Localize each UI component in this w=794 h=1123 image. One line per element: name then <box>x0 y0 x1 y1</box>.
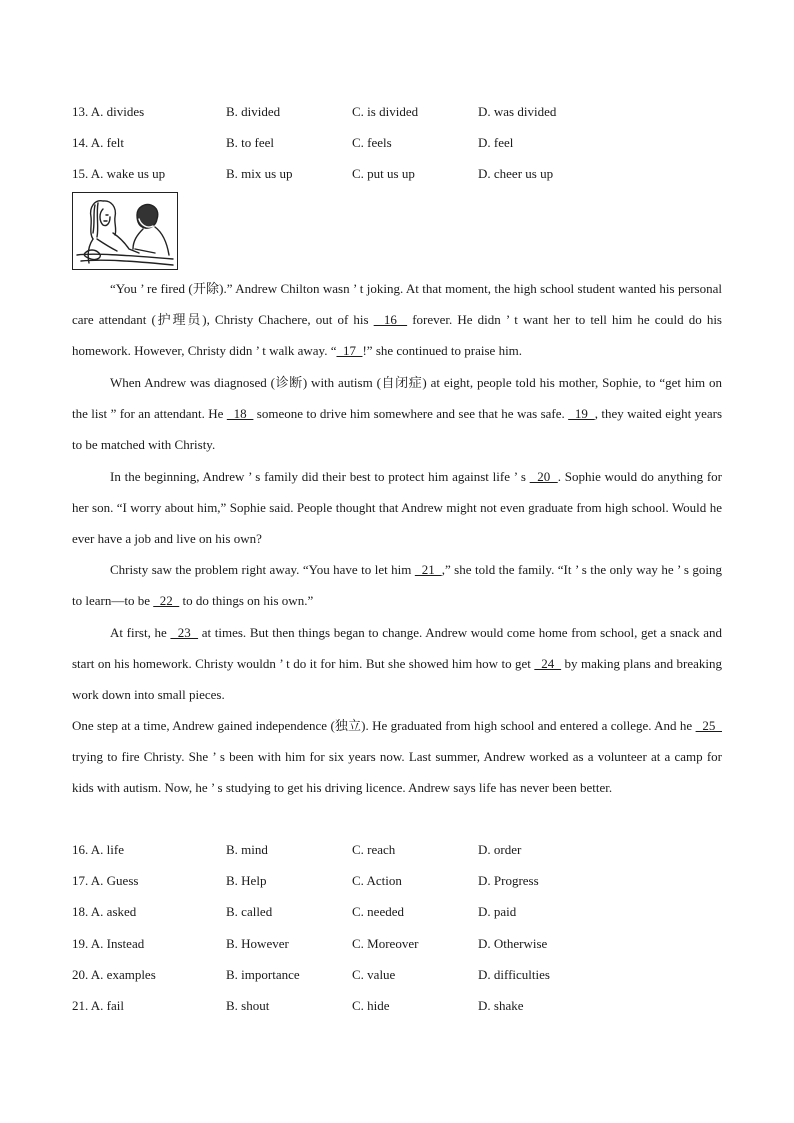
option-a: 17. A. Guess <box>72 873 139 888</box>
option-c: C. feels <box>352 135 392 150</box>
option-d: D. shake <box>478 998 524 1013</box>
option-a: 15. A. wake us up <box>72 166 166 181</box>
paragraph-text: at times. But then things began to change. Andrew would come home from school, get a snack and start on his homework. Christy wouldn ’ t do it for him. But she showed him how to get <box>72 625 722 672</box>
option-b: B. to feel <box>226 135 275 150</box>
option-c: C. reach <box>352 842 396 857</box>
question-18-options <box>72 902 732 922</box>
option-d: D. difficulties <box>478 967 550 982</box>
option-b: B. shout <box>226 998 270 1013</box>
blank-20: 20 <box>529 469 558 484</box>
option-a: 18. A. asked <box>72 904 137 919</box>
option-c: C. Moreover <box>352 936 419 951</box>
option-d: D. Progress <box>478 873 539 888</box>
option-a: 16. A. life <box>72 842 124 857</box>
paragraph-text: by making plans and breaking work down into small pieces. <box>72 656 723 703</box>
option-b: B. called <box>226 904 273 919</box>
paragraph-text: . Sophie would do anything for her son. “I worry about him,” Sophie said. People thought that Andrew might not even graduate from high school. Would he ever have a job and live on his own? <box>72 469 723 547</box>
question-21-options <box>72 996 732 1016</box>
option-c: C. needed <box>352 904 404 919</box>
option-d: D. feel <box>478 135 514 150</box>
option-b: B. Help <box>226 873 267 888</box>
option-a: 21. A. fail <box>72 998 124 1013</box>
option-b: B. However <box>226 936 289 951</box>
paragraph-text: trying to fire Christy. She ’ s been with him for six years now. Last summer, Andrew worked as a volunteer at a camp for kids with autism. Now, he ’ s studying to get his driving licence. Andrew says life has never been better. <box>72 749 722 796</box>
question-19-options <box>72 934 732 954</box>
paragraph-text: “You ’ re fired (开除).” Andrew Chilton wasn ’ t joking. At that moment, the high school student wanted his personal care attendant (护理员), Christy Chachere, out of his <box>72 281 722 328</box>
passage-paragraph-3 <box>72 461 722 555</box>
passage-paragraph-4 <box>72 554 722 616</box>
question-14-options <box>72 133 732 153</box>
option-a: 19. A. Instead <box>72 936 145 951</box>
paragraph-text: ,” she told the family. “It ’ s the only way he ’ s going to learn—to be <box>72 562 723 609</box>
illustration-drawing <box>73 193 177 269</box>
option-b: B. mind <box>226 842 268 857</box>
paragraph-text: One step at a time, Andrew gained independence (独立). He graduated from high school and entered a college. And he <box>72 718 696 733</box>
passage-paragraph-2 <box>72 367 722 461</box>
option-a: 13. A. divides <box>72 104 145 119</box>
paragraph-text: !” she continued to praise him. <box>362 343 523 359</box>
blank-16: 16 <box>373 312 408 328</box>
paragraph-text: At first, he <box>110 625 171 640</box>
option-d: D. paid <box>478 904 517 919</box>
paragraph-text: In the beginning, Andrew ’ s family did their best to protect him against life ’ s <box>110 469 530 484</box>
option-a: 14. A. felt <box>72 135 124 150</box>
paragraph-text: Christy saw the problem right away. “You have to let him <box>110 562 415 577</box>
blank-24: 24 <box>534 656 562 672</box>
teacher-helping-student-illustration <box>72 192 178 270</box>
option-c: C. value <box>352 967 396 982</box>
question-13-options <box>72 102 732 122</box>
option-d: D. was divided <box>478 104 557 119</box>
option-a: 20. A. examples <box>72 967 156 982</box>
passage-paragraph-6 <box>72 710 722 804</box>
question-15-options <box>72 164 732 184</box>
option-c: C. Action <box>352 873 402 888</box>
passage-paragraph-1 <box>72 273 722 367</box>
question-16-options <box>72 840 732 860</box>
option-b: B. divided <box>226 104 281 119</box>
paragraph-text: someone to drive him somewhere and see that he was safe. <box>253 406 569 422</box>
blank-23: 23 <box>170 625 199 640</box>
blank-17: 17 <box>336 343 363 359</box>
passage-paragraph-5 <box>72 617 722 711</box>
blank-18: 18 <box>226 406 254 422</box>
option-d: D. cheer us up <box>478 166 554 181</box>
question-17-options <box>72 871 732 891</box>
question-20-options <box>72 965 732 985</box>
paragraph-text: to do things on his own.” <box>179 593 314 609</box>
paragraph-text: , they waited eight years to be matched with Christy. <box>72 406 723 453</box>
blank-22: 22 <box>153 593 180 609</box>
paragraph-text: When Andrew was diagnosed (诊断) with autism (自闭症) at eight, people told his mother, Sophie, to “get him on the list ” for an attendant. He <box>72 375 722 422</box>
blank-25: 25 <box>695 718 722 733</box>
option-c: C. hide <box>352 998 390 1013</box>
option-c: C. put us up <box>352 166 415 181</box>
option-b: B. importance <box>226 967 300 982</box>
option-c: C. is divided <box>352 104 419 119</box>
option-d: D. order <box>478 842 522 857</box>
option-d: D. Otherwise <box>478 936 548 951</box>
blank-21: 21 <box>414 562 442 577</box>
paragraph-text: forever. He didn ’ t want her to tell him he could do his homework. However, Christy didn ’ t walk away. “ <box>72 312 722 359</box>
option-b: B. mix us up <box>226 166 293 181</box>
blank-19: 19 <box>568 406 595 422</box>
